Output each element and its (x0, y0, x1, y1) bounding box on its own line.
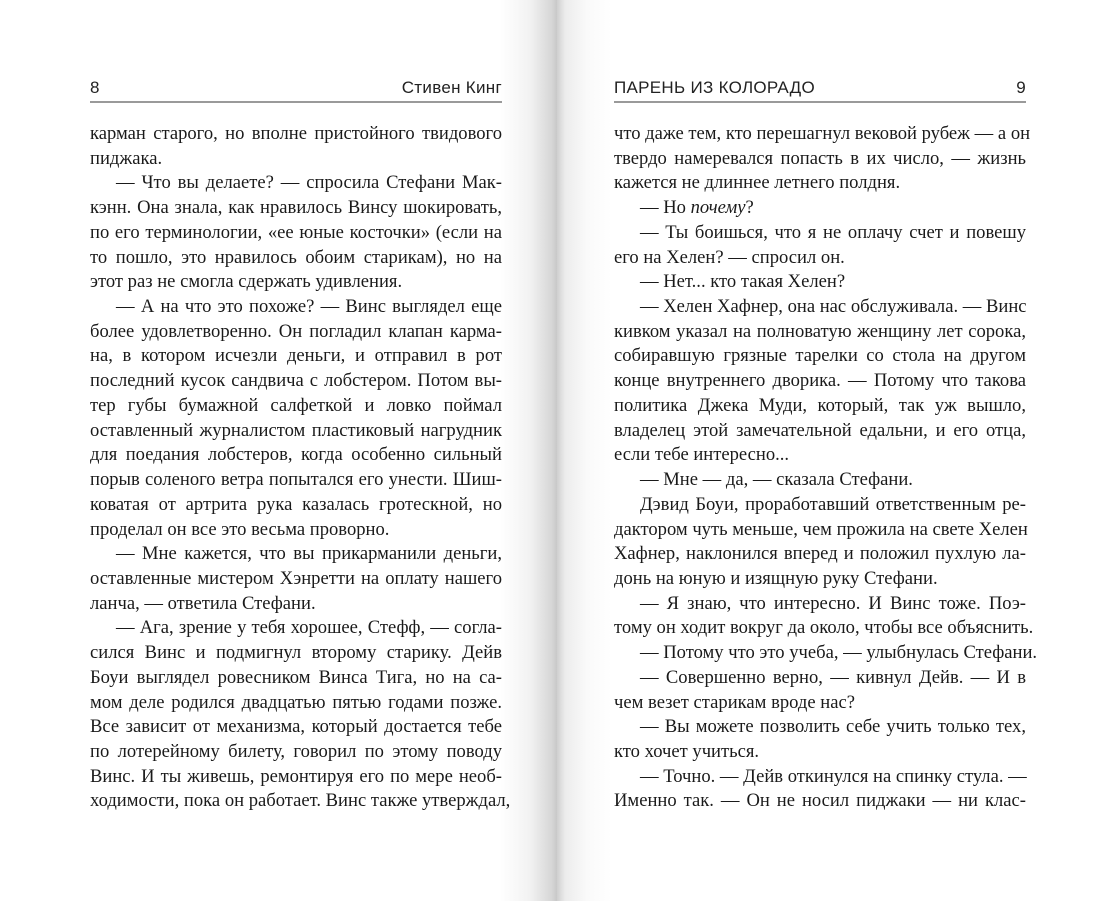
text-line (614, 147, 1026, 172)
line-text: — Ты боишься, что я не оплачу счет и повешу (640, 221, 1026, 243)
text-line (614, 196, 1026, 221)
line-text: — Точно. — Дейв откинулся на спинку стула. — (640, 765, 1027, 787)
line-text: ? (745, 197, 754, 219)
text-line (614, 592, 1026, 617)
text-line (614, 171, 1026, 196)
line-text: Винс. И ты живешь, ремонтируя его по мере необ- (90, 765, 502, 787)
line-text: сился Винс и подмигнул второму старику. Дейв (90, 642, 502, 664)
text-line (614, 270, 1026, 295)
line-text: ходимости, пока он работает. Винс также утверждал, (90, 790, 511, 812)
line-text: — Совершенно верно, — кивнул Дейв. — И в (640, 666, 1026, 688)
text-line (90, 493, 502, 518)
line-text: более удовлетворенно. Он погладил клапан карма- (90, 320, 502, 342)
text-line (90, 518, 502, 543)
text-line (614, 740, 1026, 765)
line-text: кто хочет учиться. (614, 740, 760, 762)
line-text: — Мне кажется, что вы прикарманили деньги, (116, 543, 502, 565)
text-line (614, 246, 1026, 271)
page-body-text (90, 122, 511, 814)
italic-emphasis: почему (690, 197, 746, 219)
text-line (90, 295, 502, 320)
line-text: владелец этой замечательной едальни, и его отца, (614, 419, 1026, 441)
text-line (90, 468, 502, 493)
header-rule (614, 101, 1026, 103)
line-text: Именно так. — Он не носил пиджаки — ни клас- (614, 790, 1026, 812)
text-line (614, 765, 1026, 790)
running-head-title: ПАРЕНЬ ИЗ КОЛОРАДО (614, 78, 815, 97)
text-line (614, 344, 1026, 369)
text-line (90, 443, 502, 468)
line-text: последний кусок сандвича с лобстером. Потом вы- (90, 370, 502, 392)
text-line (614, 122, 1031, 147)
line-text: для поедания лобстеров, когда особенно сильный (90, 444, 502, 466)
line-text: мом деле родился двадцатью пятью годами позже. (90, 691, 502, 713)
line-text: если тебе интересно... (614, 444, 790, 466)
text-line (614, 468, 1026, 493)
text-line (614, 369, 1026, 394)
text-line (614, 295, 1026, 320)
line-text: что даже тем, кто перешагнул вековой рубеж — а он (614, 123, 1031, 144)
line-text: Дэвид Боуи, проработавший ответственным ре- (640, 493, 1026, 515)
line-text: собиравшую грязные тарелки со стола на другом (614, 345, 1026, 367)
text-line (614, 518, 1026, 543)
text-line (90, 394, 502, 419)
line-text: Боуи выглядел ровесником Винса Тига, но на са- (90, 666, 502, 688)
line-text: — Нет... кто такая Хелен? (640, 271, 846, 293)
running-head-author: Стивен Кинг (401, 78, 502, 97)
text-line (90, 344, 502, 369)
text-line (90, 542, 502, 567)
line-text: — Потому что это учеба, — улыбнулась Стефани. (640, 642, 1038, 664)
header-rule (90, 101, 502, 103)
line-text: чем везет старикам вроде нас? (614, 691, 855, 713)
line-text: ланча, — ответила Стефани. (90, 592, 316, 614)
text-line (90, 740, 502, 765)
line-text: — Ага, зрение у тебя хорошее, Стефф, — согла- (116, 617, 502, 639)
left-page (0, 0, 557, 901)
text-line (90, 567, 502, 592)
line-text: твердо намеревался попасть в их число, — жизнь (614, 147, 1026, 169)
page-number: 8 (90, 78, 100, 97)
text-line (90, 616, 502, 641)
text-line (614, 221, 1026, 246)
text-line (90, 221, 502, 246)
line-text: — Что вы делаете? — спросила Стефани Мак- (116, 172, 502, 194)
text-line (90, 419, 502, 444)
text-line (90, 196, 502, 221)
line-text: Хафнер, наклонился вперед и положил пухлую ла- (614, 543, 1026, 565)
text-line (90, 641, 502, 666)
text-line (614, 641, 1038, 666)
text-line (90, 147, 502, 172)
text-line (90, 765, 502, 790)
line-text: его на Хелен? — спросил он. (614, 246, 845, 268)
text-line (614, 443, 1026, 468)
line-text: донь на юную и изящную руку Стефани. (614, 567, 938, 589)
line-text: — Хелен Хафнер, она нас обслуживала. — Винс (640, 296, 1027, 318)
text-line (90, 246, 502, 271)
line-text: — Мне — да, — сказала Стефани. (640, 469, 913, 491)
text-line (90, 715, 502, 740)
text-line (90, 666, 502, 691)
text-line (90, 320, 502, 345)
line-text: проделал он все это весьма проворно. (90, 518, 390, 540)
line-text: конце внутреннего дворика. — Потому что такова (614, 370, 1026, 392)
text-line (614, 666, 1026, 691)
line-text: на, в котором исчезли деньги, и отправил в рот (90, 345, 502, 367)
line-text: кэнн. Она знала, как нравилось Винсу шокировать, (90, 197, 502, 219)
line-text: по его терминологии, «ее юные косточки» (если на (90, 221, 502, 243)
line-text: тому он ходит вокруг да около, чтобы все объяснить. (614, 617, 1034, 639)
text-line (90, 122, 502, 147)
line-text: пиджака. (90, 147, 163, 169)
text-line (614, 789, 1026, 814)
text-line (614, 567, 1026, 592)
text-line (614, 320, 1026, 345)
text-line (614, 394, 1026, 419)
text-line (614, 715, 1026, 740)
line-text: — Я знаю, что интересно. И Винс тоже. Поэ- (640, 592, 1026, 614)
line-text: оставленные мистером Хэнретти на оплату нашего (90, 567, 502, 589)
text-line (90, 369, 502, 394)
page-number: 9 (1016, 78, 1026, 97)
line-text: — Но (640, 197, 691, 219)
text-line (614, 691, 1026, 716)
page-body-text (614, 122, 1038, 814)
right-page (557, 0, 1115, 901)
text-line (614, 419, 1026, 444)
page-header (90, 78, 502, 102)
line-text: — Вы можете позволить себе учить только тех, (640, 716, 1026, 738)
text-line (90, 789, 511, 814)
text-line (614, 493, 1026, 518)
text-line (614, 616, 1034, 641)
line-text: оставленный журналистом пластиковый нагрудник (90, 419, 502, 441)
line-text: — А на что это похоже? — Винс выглядел еще (116, 296, 502, 318)
line-text: этот раз не смогла сдержать удивления. (90, 271, 403, 293)
line-text: кивком указал на полноватую женщину лет сорока, (614, 320, 1026, 342)
text-line (90, 171, 502, 196)
line-text: дактором чуть меньше, чем прожила на свете Хелен (614, 518, 1028, 540)
text-line (90, 691, 502, 716)
line-text: тер губы бумажной салфеткой и ловко поймал (90, 394, 502, 416)
line-text: карман старого, но вполне пристойного твидового (90, 123, 502, 144)
line-text: Все зависит от механизма, который достается тебе (90, 716, 502, 738)
text-line (90, 592, 502, 617)
text-line (90, 270, 502, 295)
line-text: коватая от артрита рука казалась гротескной, но (90, 493, 502, 515)
text-line (614, 542, 1026, 567)
line-text: по лотерейному билету, говорил по этому поводу (90, 740, 502, 762)
line-text: кажется не длиннее летнего полдня. (614, 172, 901, 194)
line-text: то пошло, это нравилось обоим старикам), но на (90, 246, 502, 268)
line-text: политика Джека Муди, который, так уж вышло, (614, 394, 1026, 416)
line-text: порыв соленого ветра попытался его унести. Шиш- (90, 469, 502, 491)
page-header (614, 78, 1026, 102)
